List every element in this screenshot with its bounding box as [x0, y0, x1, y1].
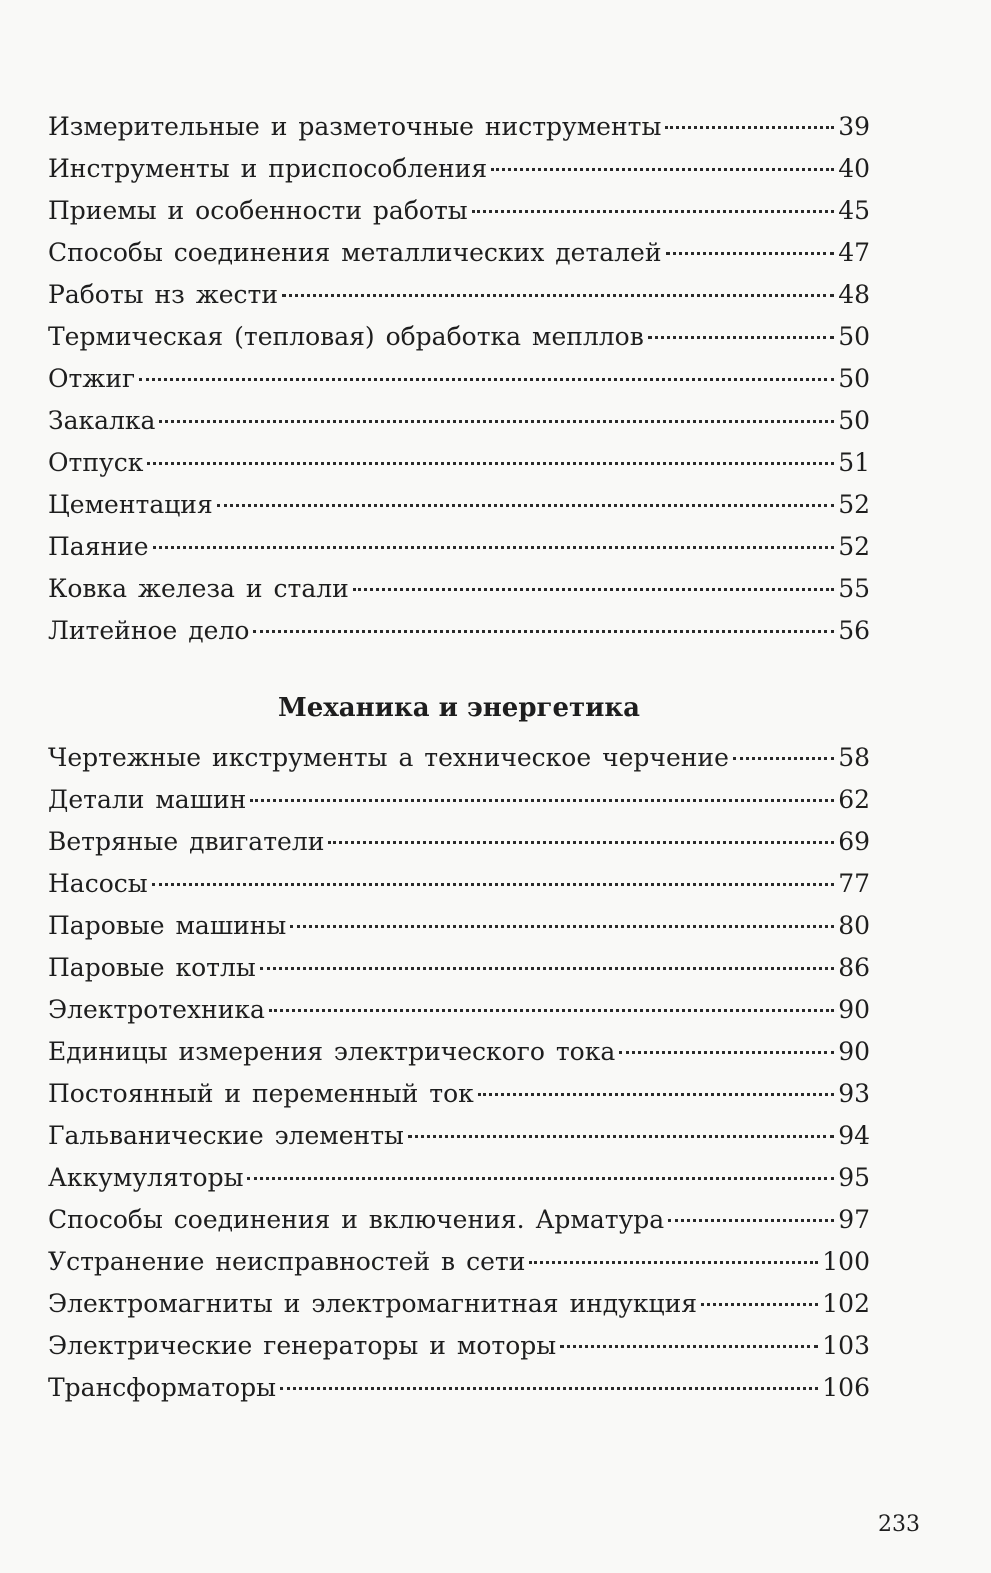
toc-entry	[48, 316, 870, 358]
dot-leader	[250, 799, 834, 802]
toc-entry	[48, 1073, 870, 1115]
dot-leader	[491, 168, 834, 171]
dot-leader	[701, 1303, 818, 1306]
toc-entry	[48, 1241, 870, 1283]
dot-leader	[560, 1345, 818, 1348]
dot-leader	[328, 841, 834, 844]
toc-entry-page: 80	[838, 911, 870, 940]
toc-entry-page: 47	[838, 238, 870, 267]
toc-entry-page: 51	[838, 448, 870, 477]
toc-list-mechanics	[48, 737, 870, 1409]
dot-leader	[217, 504, 834, 507]
toc-entry-title: Закалка	[48, 406, 156, 435]
toc-entry	[48, 610, 870, 652]
toc-entry-title: Инструменты и приспособления	[48, 154, 488, 183]
toc-entry	[48, 1031, 870, 1073]
toc-entry	[48, 779, 870, 821]
dot-leader	[478, 1093, 834, 1096]
toc-entry-page: 94	[838, 1121, 870, 1150]
dot-leader	[147, 462, 834, 465]
toc-entry	[48, 484, 870, 526]
toc-entry-title: Аккумуляторы	[48, 1163, 244, 1192]
toc-entry-title: Отжиг	[48, 364, 136, 393]
toc-entry-title: Паровые котлы	[48, 953, 256, 982]
toc-entry-title: Приемы и особенности работы	[48, 196, 468, 225]
toc-entry-title: Отпуск	[48, 448, 144, 477]
toc-entry	[48, 1283, 870, 1325]
dot-leader	[159, 420, 834, 423]
toc-entry	[48, 1367, 870, 1409]
toc-entry-title: Электромагниты и электромагнитная индукция	[48, 1289, 698, 1318]
toc-entry	[48, 190, 870, 232]
dot-leader	[353, 588, 834, 591]
toc-entry	[48, 1199, 870, 1241]
section-heading: Механика и энергетика	[277, 693, 641, 723]
toc-entry-title: Литейное дело	[48, 616, 250, 645]
toc-entry	[48, 274, 870, 316]
toc-entry	[48, 526, 870, 568]
dot-leader	[529, 1261, 818, 1264]
toc-entry-title: Электрические генераторы и моторы	[48, 1331, 557, 1360]
toc-entry-page: 69	[838, 827, 870, 856]
toc-entry-title: Ветряные двигатели	[48, 827, 325, 856]
toc-entry-title: Детали машин	[48, 785, 247, 814]
toc-entry-page: 103	[822, 1331, 870, 1360]
toc-entry	[48, 863, 870, 905]
toc-entry-title: Единицы измерения электрического тока	[48, 1037, 616, 1066]
toc-entry	[48, 989, 870, 1031]
toc-entry-page: 102	[822, 1289, 870, 1318]
dot-leader	[247, 1177, 834, 1180]
toc-entry-page: 55	[838, 574, 870, 603]
toc-entry-page: 50	[838, 406, 870, 435]
toc-entry-title: Чертежные икструменты а техническое черчение	[48, 743, 729, 772]
toc-entry-title: Насосы	[48, 869, 148, 898]
dot-leader	[665, 126, 834, 129]
dot-leader	[733, 757, 834, 760]
page-number: 233	[878, 1512, 920, 1537]
toc-entry-page: 50	[838, 322, 870, 351]
toc-entry-page: 97	[838, 1205, 870, 1234]
toc-entry-page: 40	[838, 154, 870, 183]
toc-entry-title: Электротехника	[48, 995, 265, 1024]
dot-leader	[668, 1219, 834, 1222]
dot-leader	[290, 925, 834, 928]
dot-leader	[153, 546, 835, 549]
toc-entry-title: Цементация	[48, 490, 213, 519]
toc-entry-title: Гальванические элементы	[48, 1121, 404, 1150]
toc-entry-title: Устранение неисправностей в сети	[48, 1247, 526, 1276]
dot-leader	[253, 630, 834, 633]
toc-entry-page: 56	[838, 616, 870, 645]
dot-leader	[408, 1135, 834, 1138]
toc-entry-page: 95	[838, 1163, 870, 1192]
toc-entry-page: 52	[838, 532, 870, 561]
toc-entry	[48, 905, 870, 947]
toc-entry-page: 62	[838, 785, 870, 814]
toc-entry	[48, 1325, 870, 1367]
toc-entry-page: 100	[822, 1247, 870, 1276]
dot-leader	[280, 1387, 818, 1390]
toc-entry-title: Ковка железа и стали	[48, 574, 349, 603]
dot-leader	[619, 1051, 834, 1054]
toc-entry-title: Способы соединения металлических деталей	[48, 238, 662, 267]
toc-entry-title: Паяние	[48, 532, 149, 561]
toc-entry-title: Трансформаторы	[48, 1373, 277, 1402]
toc-entry-page: 48	[838, 280, 870, 309]
toc-entry-page: 39	[838, 112, 870, 141]
toc-entry-title: Паровые машины	[48, 911, 287, 940]
toc-entry-page: 77	[838, 869, 870, 898]
dot-leader	[282, 294, 834, 297]
toc-entry-title: Термическая (тепловая) обработка мепллов	[48, 322, 644, 351]
toc-entry	[48, 737, 870, 779]
toc-entry	[48, 442, 870, 484]
toc-entry-page: 58	[838, 743, 870, 772]
toc-entry	[48, 947, 870, 989]
dot-leader	[472, 210, 835, 213]
toc-entry	[48, 1115, 870, 1157]
toc-entry-title: Постоянный и переменный ток	[48, 1079, 474, 1108]
toc-entry	[48, 148, 870, 190]
toc-entry-page: 50	[838, 364, 870, 393]
toc-entry-page: 93	[838, 1079, 870, 1108]
toc-entry	[48, 568, 870, 610]
toc-entry-page: 106	[822, 1373, 870, 1402]
toc-entry-page: 45	[838, 196, 870, 225]
dot-leader	[269, 1009, 834, 1012]
dot-leader	[260, 967, 834, 970]
toc-entry-page: 86	[838, 953, 870, 982]
toc-entry	[48, 1157, 870, 1199]
dot-leader	[666, 252, 835, 255]
toc-entry-title: Работы нз жести	[48, 280, 279, 309]
dot-leader	[139, 378, 834, 381]
toc-entry-page: 90	[838, 995, 870, 1024]
dot-leader	[152, 883, 835, 886]
toc-entry-title: Измерительные и разметочные ниструменты	[48, 112, 662, 141]
toc-entry-title: Способы соединения и включения. Арматура	[48, 1205, 665, 1234]
toc-entry-page: 90	[838, 1037, 870, 1066]
toc-entry	[48, 106, 870, 148]
dot-leader	[648, 336, 834, 339]
toc-entry	[48, 821, 870, 863]
toc-entry	[48, 400, 870, 442]
toc-entry	[48, 358, 870, 400]
toc-entry-page: 52	[838, 490, 870, 519]
toc-list-metalwork	[48, 106, 870, 652]
toc-entry	[48, 232, 870, 274]
